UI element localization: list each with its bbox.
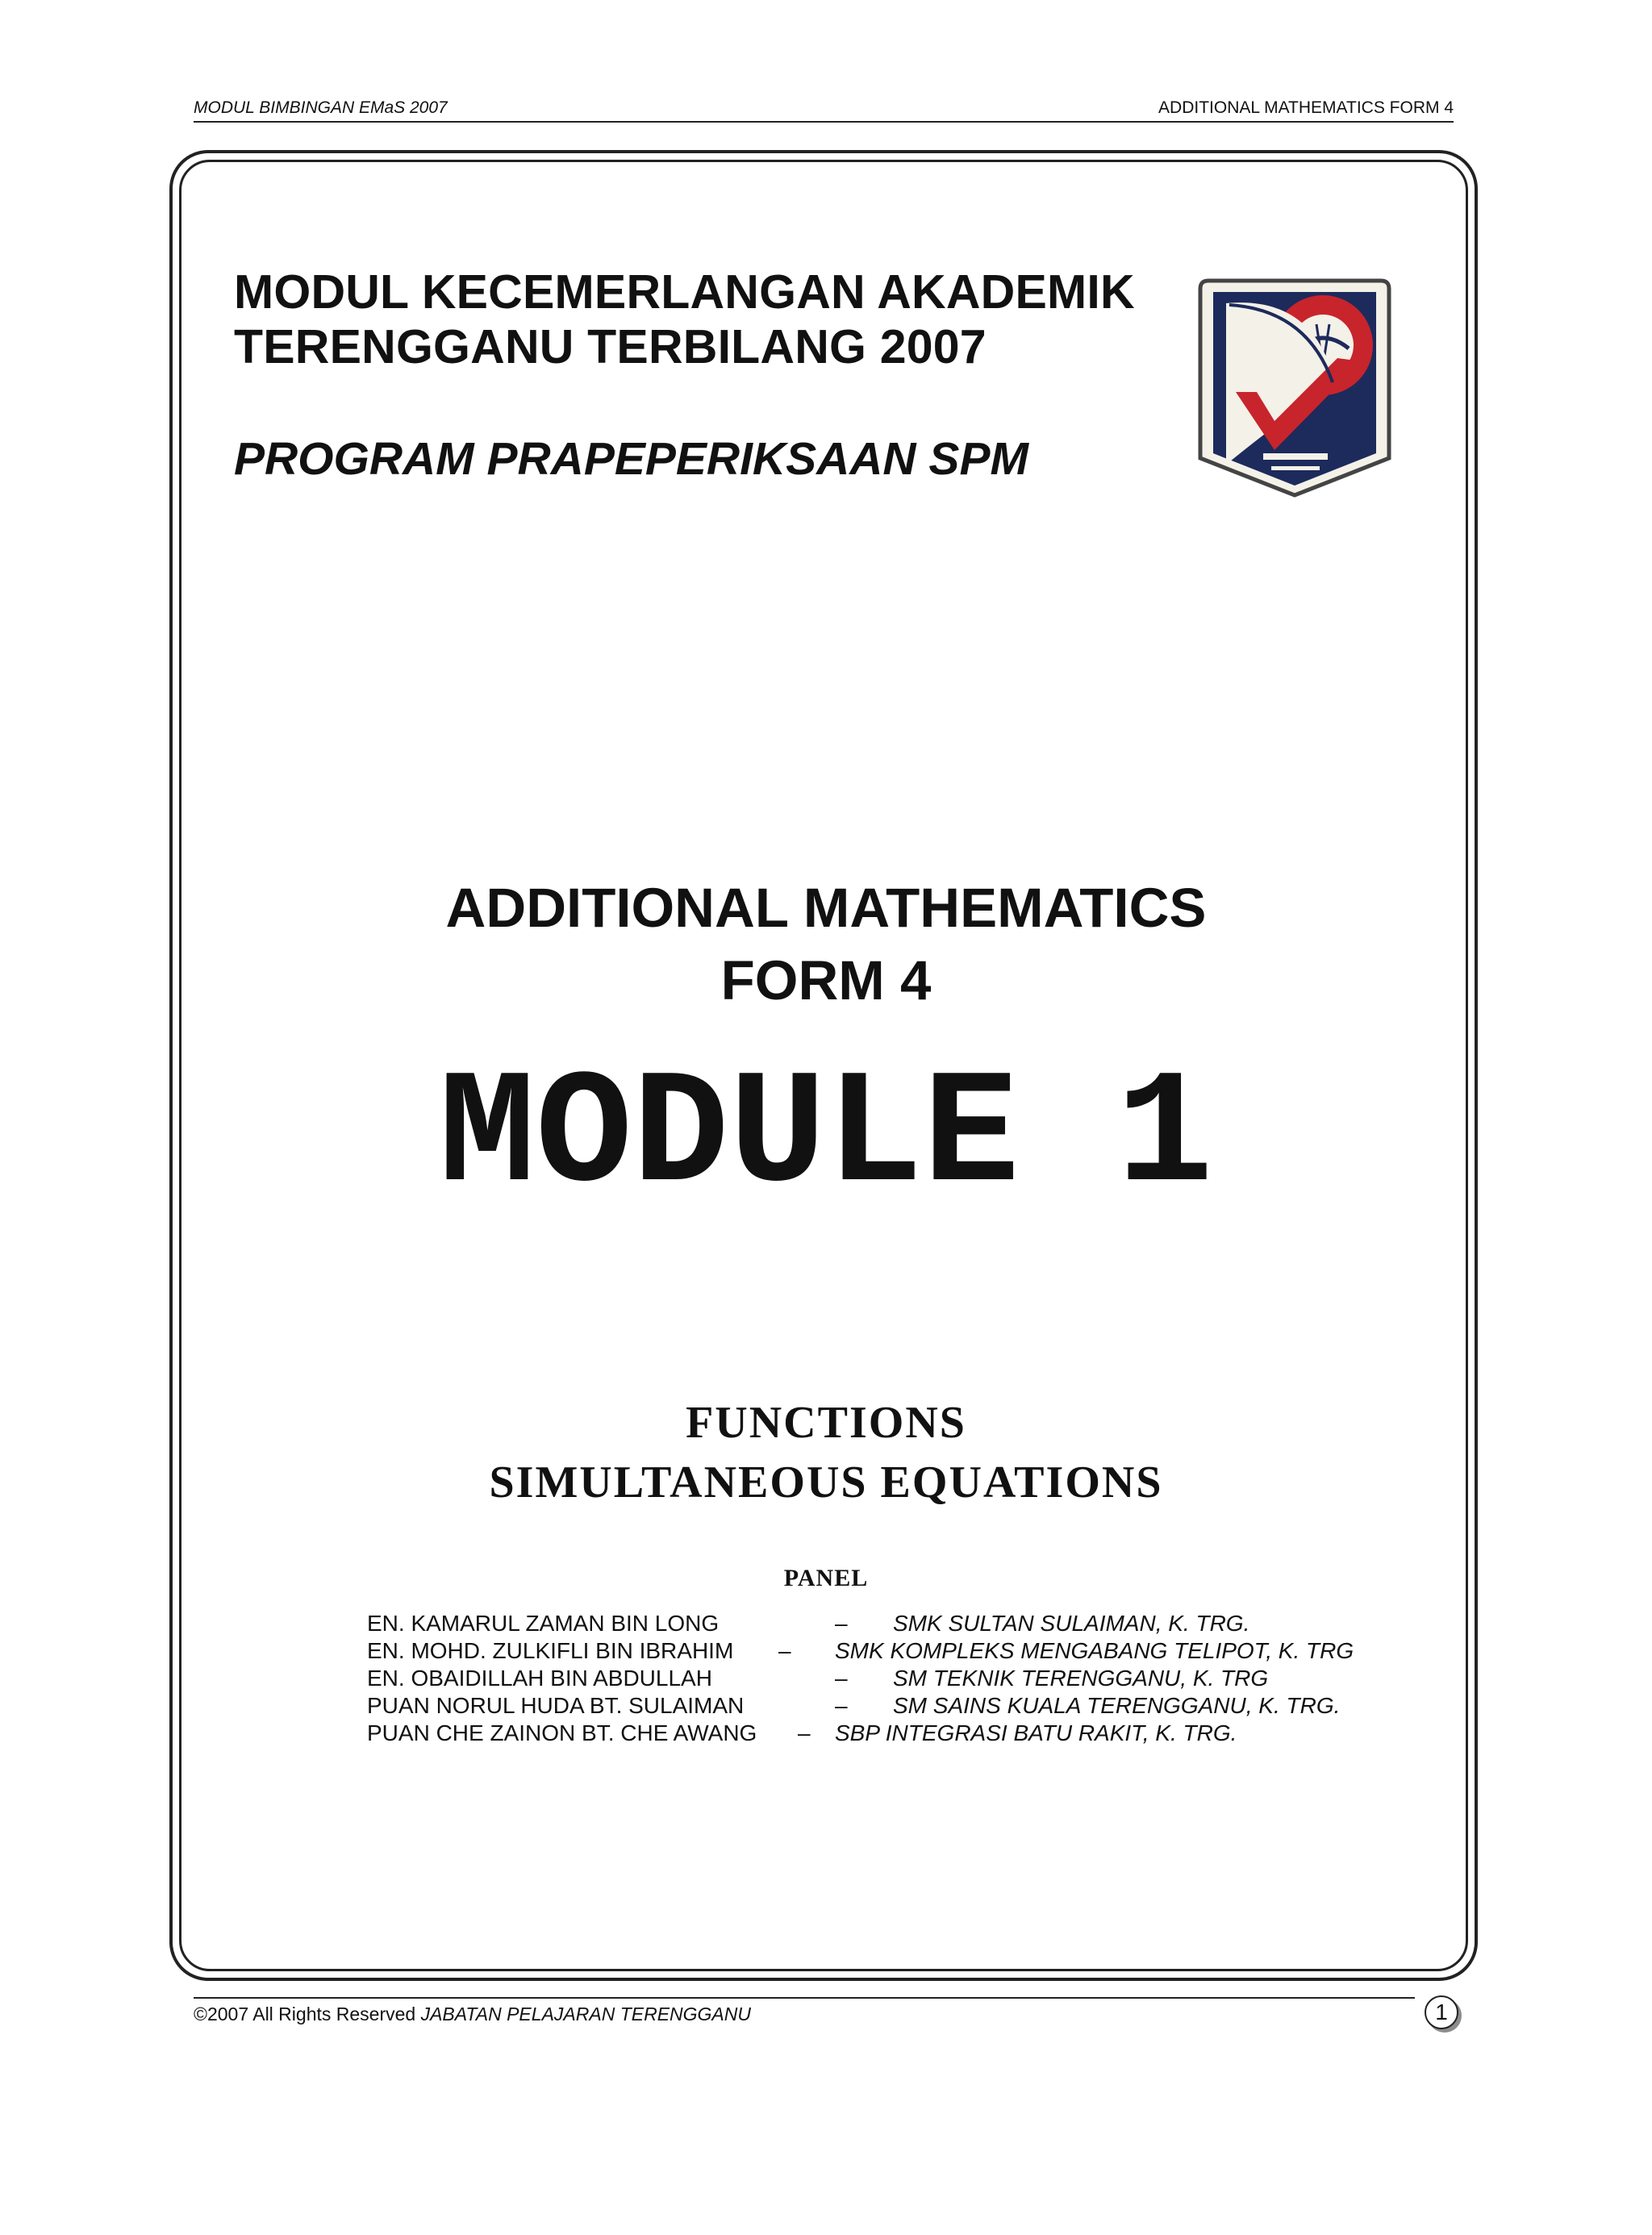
member-school: SM SAINS KUALA TERENGGANU, K. TRG.	[893, 1693, 1341, 1718]
panel-member	[367, 1611, 1496, 1638]
running-header	[194, 97, 1454, 123]
topic-functions: FUNCTIONS	[686, 1398, 966, 1448]
member-name: EN. MOHD. ZULKIFLI BIN IBRAHIM	[367, 1638, 734, 1663]
panel-title: PANEL	[783, 1565, 869, 1591]
header-left: MODUL BIMBINGAN EMaS 2007	[194, 98, 448, 117]
footer-copyright	[194, 2004, 751, 2025]
member-dash: –	[798, 1720, 811, 1745]
member-school: SM TEKNIK TERENGGANU, K. TRG	[893, 1666, 1269, 1691]
page-number: 1	[1425, 1995, 1458, 2029]
topic-simultaneous-equations: SIMULTANEOUS EQUATIONS	[489, 1457, 1163, 1507]
title-line-2: TERENGGANU TERBILANG 2007	[234, 320, 987, 373]
member-dash: –	[835, 1693, 848, 1718]
subject-title: ADDITIONAL MATHEMATICS	[445, 877, 1207, 939]
education-department-crest-icon	[1194, 271, 1395, 501]
footer-organisation: JABATAN PELAJARAN TERENGGANU	[420, 2004, 751, 2024]
panel-member	[367, 1720, 1496, 1748]
member-school: SMK SULTAN SULAIMAN, K. TRG.	[893, 1611, 1250, 1636]
footer-rule	[194, 1997, 1415, 1999]
header-right: ADDITIONAL MATHEMATICS FORM 4	[1158, 98, 1454, 117]
member-name: EN. OBAIDILLAH BIN ABDULLAH	[367, 1666, 712, 1691]
member-school: SMK KOMPLEKS MENGABANG TELIPOT, K. TRG	[835, 1638, 1354, 1663]
panel-list	[367, 1611, 1496, 1748]
copyright-text: ©2007 All Rights Reserved	[194, 2004, 421, 2024]
panel-member	[367, 1638, 1496, 1666]
panel-member	[367, 1666, 1496, 1693]
member-name: PUAN CHE ZAINON BT. CHE AWANG	[367, 1720, 757, 1745]
member-dash: –	[778, 1638, 791, 1663]
member-name: EN. KAMARUL ZAMAN BIN LONG	[367, 1611, 720, 1636]
member-dash: –	[835, 1666, 848, 1691]
member-dash: –	[835, 1611, 848, 1636]
member-name: PUAN NORUL HUDA BT. SULAIMAN	[367, 1693, 745, 1718]
module-title: MODULE 1	[438, 1045, 1214, 1228]
program-title: PROGRAM PRAPEPERIKSAAN SPM	[234, 433, 1028, 485]
subject-form: FORM 4	[720, 949, 932, 1011]
panel-member	[367, 1693, 1496, 1720]
member-school: SBP INTEGRASI BATU RAKIT, K. TRG.	[835, 1720, 1237, 1745]
title-line-1: MODUL KECEMERLANGAN AKADEMIK	[234, 265, 1135, 319]
